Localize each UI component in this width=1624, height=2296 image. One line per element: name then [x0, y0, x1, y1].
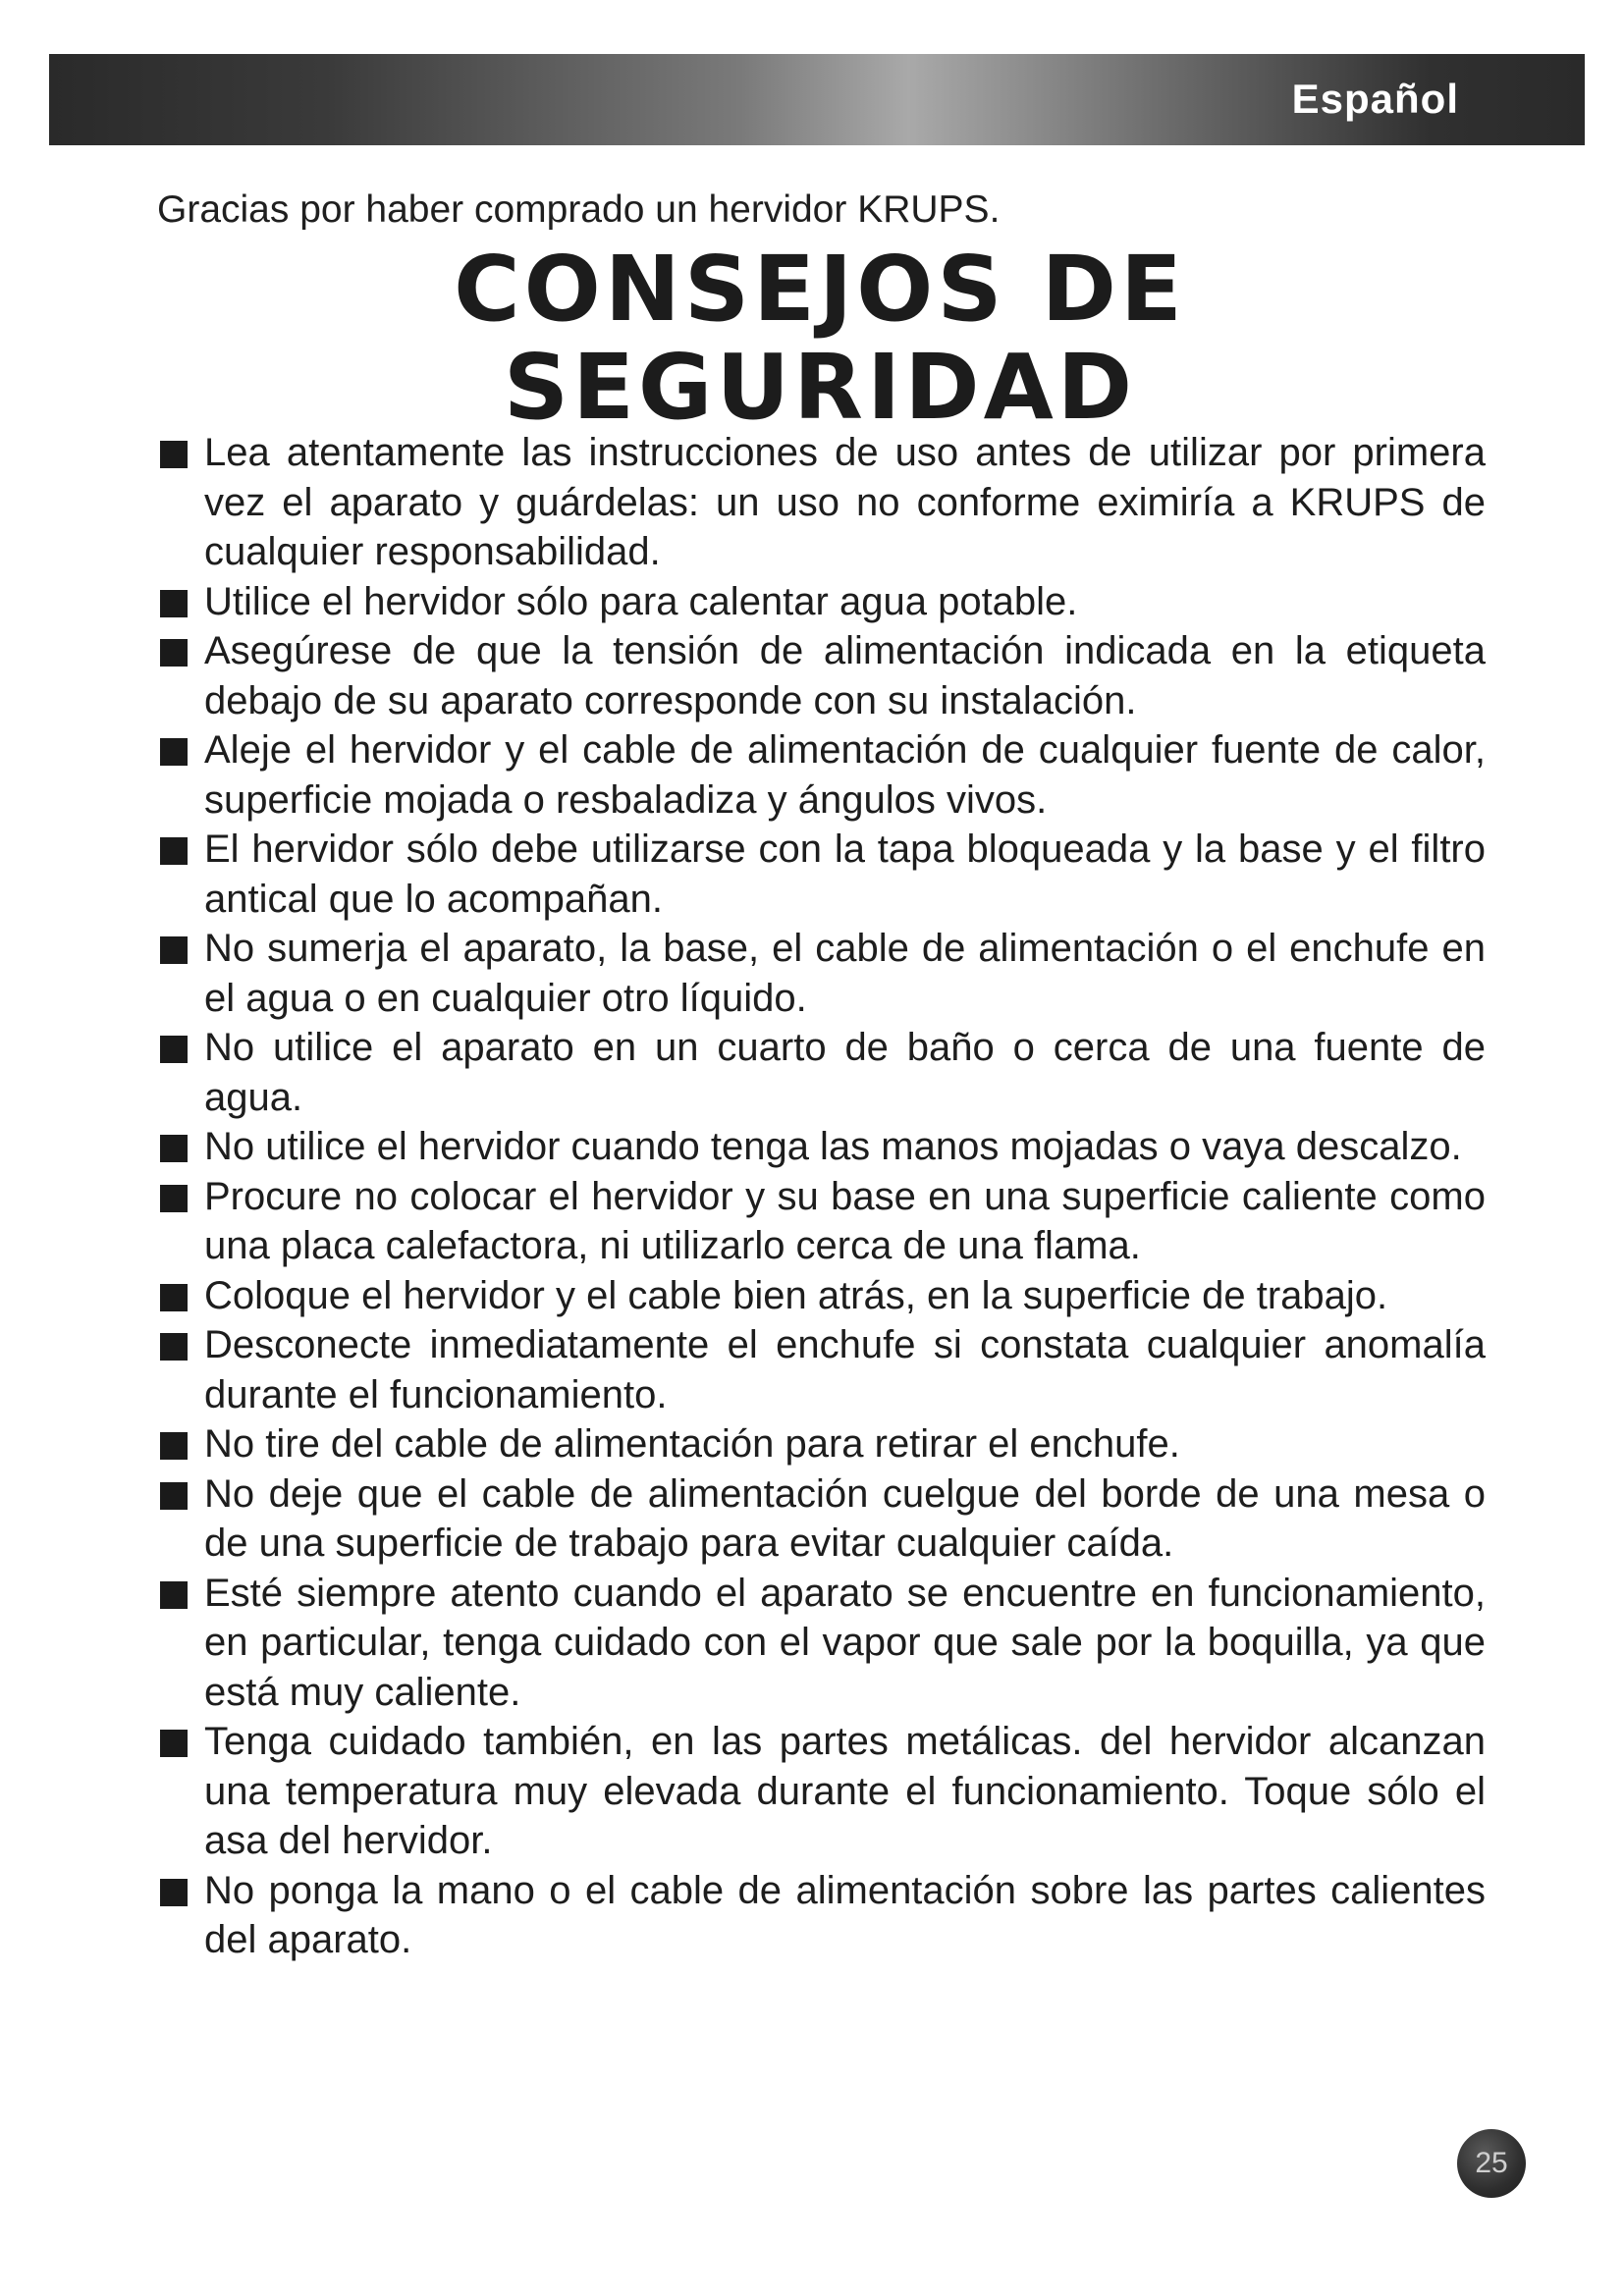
list-item — [157, 825, 1486, 924]
list-item — [157, 577, 1486, 627]
list-item — [157, 1419, 1486, 1469]
bullet-square-icon — [160, 441, 188, 468]
safety-list — [157, 428, 1486, 1965]
bullet-square-icon — [160, 1879, 188, 1906]
list-item — [157, 1717, 1486, 1866]
page-number-badge: 25 — [1457, 2129, 1526, 2198]
list-item-text: Aleje el hervidor y el cable de alimentación de cualquier fuente de calor, superficie mojada o resbaladiza y ángulos vivos. — [204, 728, 1486, 822]
bullet-square-icon — [160, 639, 188, 667]
title-line-2: SEGURIDAD — [503, 335, 1137, 440]
list-item-text: No utilice el aparato en un cuarto de baño o cerca de una fuente de agua. — [204, 1026, 1486, 1119]
list-item-text: No tire del cable de alimentación para retirar el enchufe. — [204, 1422, 1180, 1466]
language-label: Español — [1291, 76, 1459, 122]
list-item — [157, 1569, 1486, 1718]
bullet-square-icon — [160, 590, 188, 617]
intro-text: Gracias por haber comprado un hervidor KRUPS. — [157, 188, 1001, 231]
page-title — [157, 237, 1483, 440]
list-item-text: No ponga la mano o el cable de alimentación sobre las partes calientes del aparato. — [204, 1868, 1486, 1961]
bullet-square-icon — [160, 1730, 188, 1757]
list-item — [157, 1271, 1486, 1321]
bullet-square-icon — [160, 1333, 188, 1361]
list-item — [157, 428, 1486, 577]
bullet-square-icon — [160, 1284, 188, 1311]
bullet-square-icon — [160, 1432, 188, 1460]
list-item-text: Tenga cuidado también, en las partes metálicas. del hervidor alcanzan una temperatura muy elevada durante el funcionamiento. Toque sólo el asa del hervidor. — [204, 1720, 1486, 1862]
list-item-text: Desconecte inmediatamente el enchufe si constata cualquier anomalía durante el funcionamiento. — [204, 1323, 1486, 1416]
list-item-text: No sumerja el aparato, la base, el cable de alimentación o el enchufe en el agua o en cualquier otro líquido. — [204, 927, 1486, 1020]
bullet-square-icon — [160, 1581, 188, 1609]
bullet-square-icon — [160, 837, 188, 865]
list-item — [157, 725, 1486, 825]
bullet-square-icon — [160, 1135, 188, 1162]
list-item — [157, 1866, 1486, 1965]
bullet-square-icon — [160, 1482, 188, 1510]
list-item-text: Esté siempre atento cuando el aparato se encuentre en funcionamiento, en particular, tenga cuidado con el vapor que sale por la boquilla, ya que está muy caliente. — [204, 1571, 1486, 1714]
list-item-text: No deje que el cable de alimentación cuelgue del borde de una mesa o de una superficie de trabajo para evitar cualquier caída. — [204, 1471, 1486, 1565]
list-item-text: Lea atentamente las instrucciones de uso antes de utilizar por primera vez el aparato y guárdelas: un uso no conforme eximiría a KRUPS de cualquier responsabilidad. — [204, 431, 1486, 573]
language-header-bar — [49, 54, 1585, 145]
list-item — [157, 1469, 1486, 1569]
bullet-square-icon — [160, 936, 188, 964]
list-item — [157, 1172, 1486, 1271]
list-item-text: Asegúrese de que la tensión de alimentación indicada en la etiqueta debajo de su aparato corresponde con su instalación. — [204, 629, 1486, 722]
list-item-text: El hervidor sólo debe utilizarse con la tapa bloqueada y la base y el filtro antical que lo acompañan. — [204, 828, 1486, 921]
title-line-1: CONSEJOS DE — [454, 237, 1186, 342]
list-item — [157, 1320, 1486, 1419]
list-item — [157, 1023, 1486, 1122]
list-item — [157, 626, 1486, 725]
list-item-text: Utilice el hervidor sólo para calentar agua potable. — [204, 579, 1078, 623]
bullet-square-icon — [160, 1185, 188, 1212]
list-item — [157, 924, 1486, 1023]
list-item-text: Procure no colocar el hervidor y su base en una superficie caliente como una placa calefactora, ni utilizarlo cerca de una flama. — [204, 1174, 1486, 1267]
list-item — [157, 1122, 1486, 1172]
list-item-text: Coloque el hervidor y el cable bien atrás, en la superficie de trabajo. — [204, 1273, 1388, 1317]
list-item-text: No utilice el hervidor cuando tenga las manos mojadas o vaya descalzo. — [204, 1125, 1462, 1168]
bullet-square-icon — [160, 1036, 188, 1063]
bullet-square-icon — [160, 738, 188, 766]
